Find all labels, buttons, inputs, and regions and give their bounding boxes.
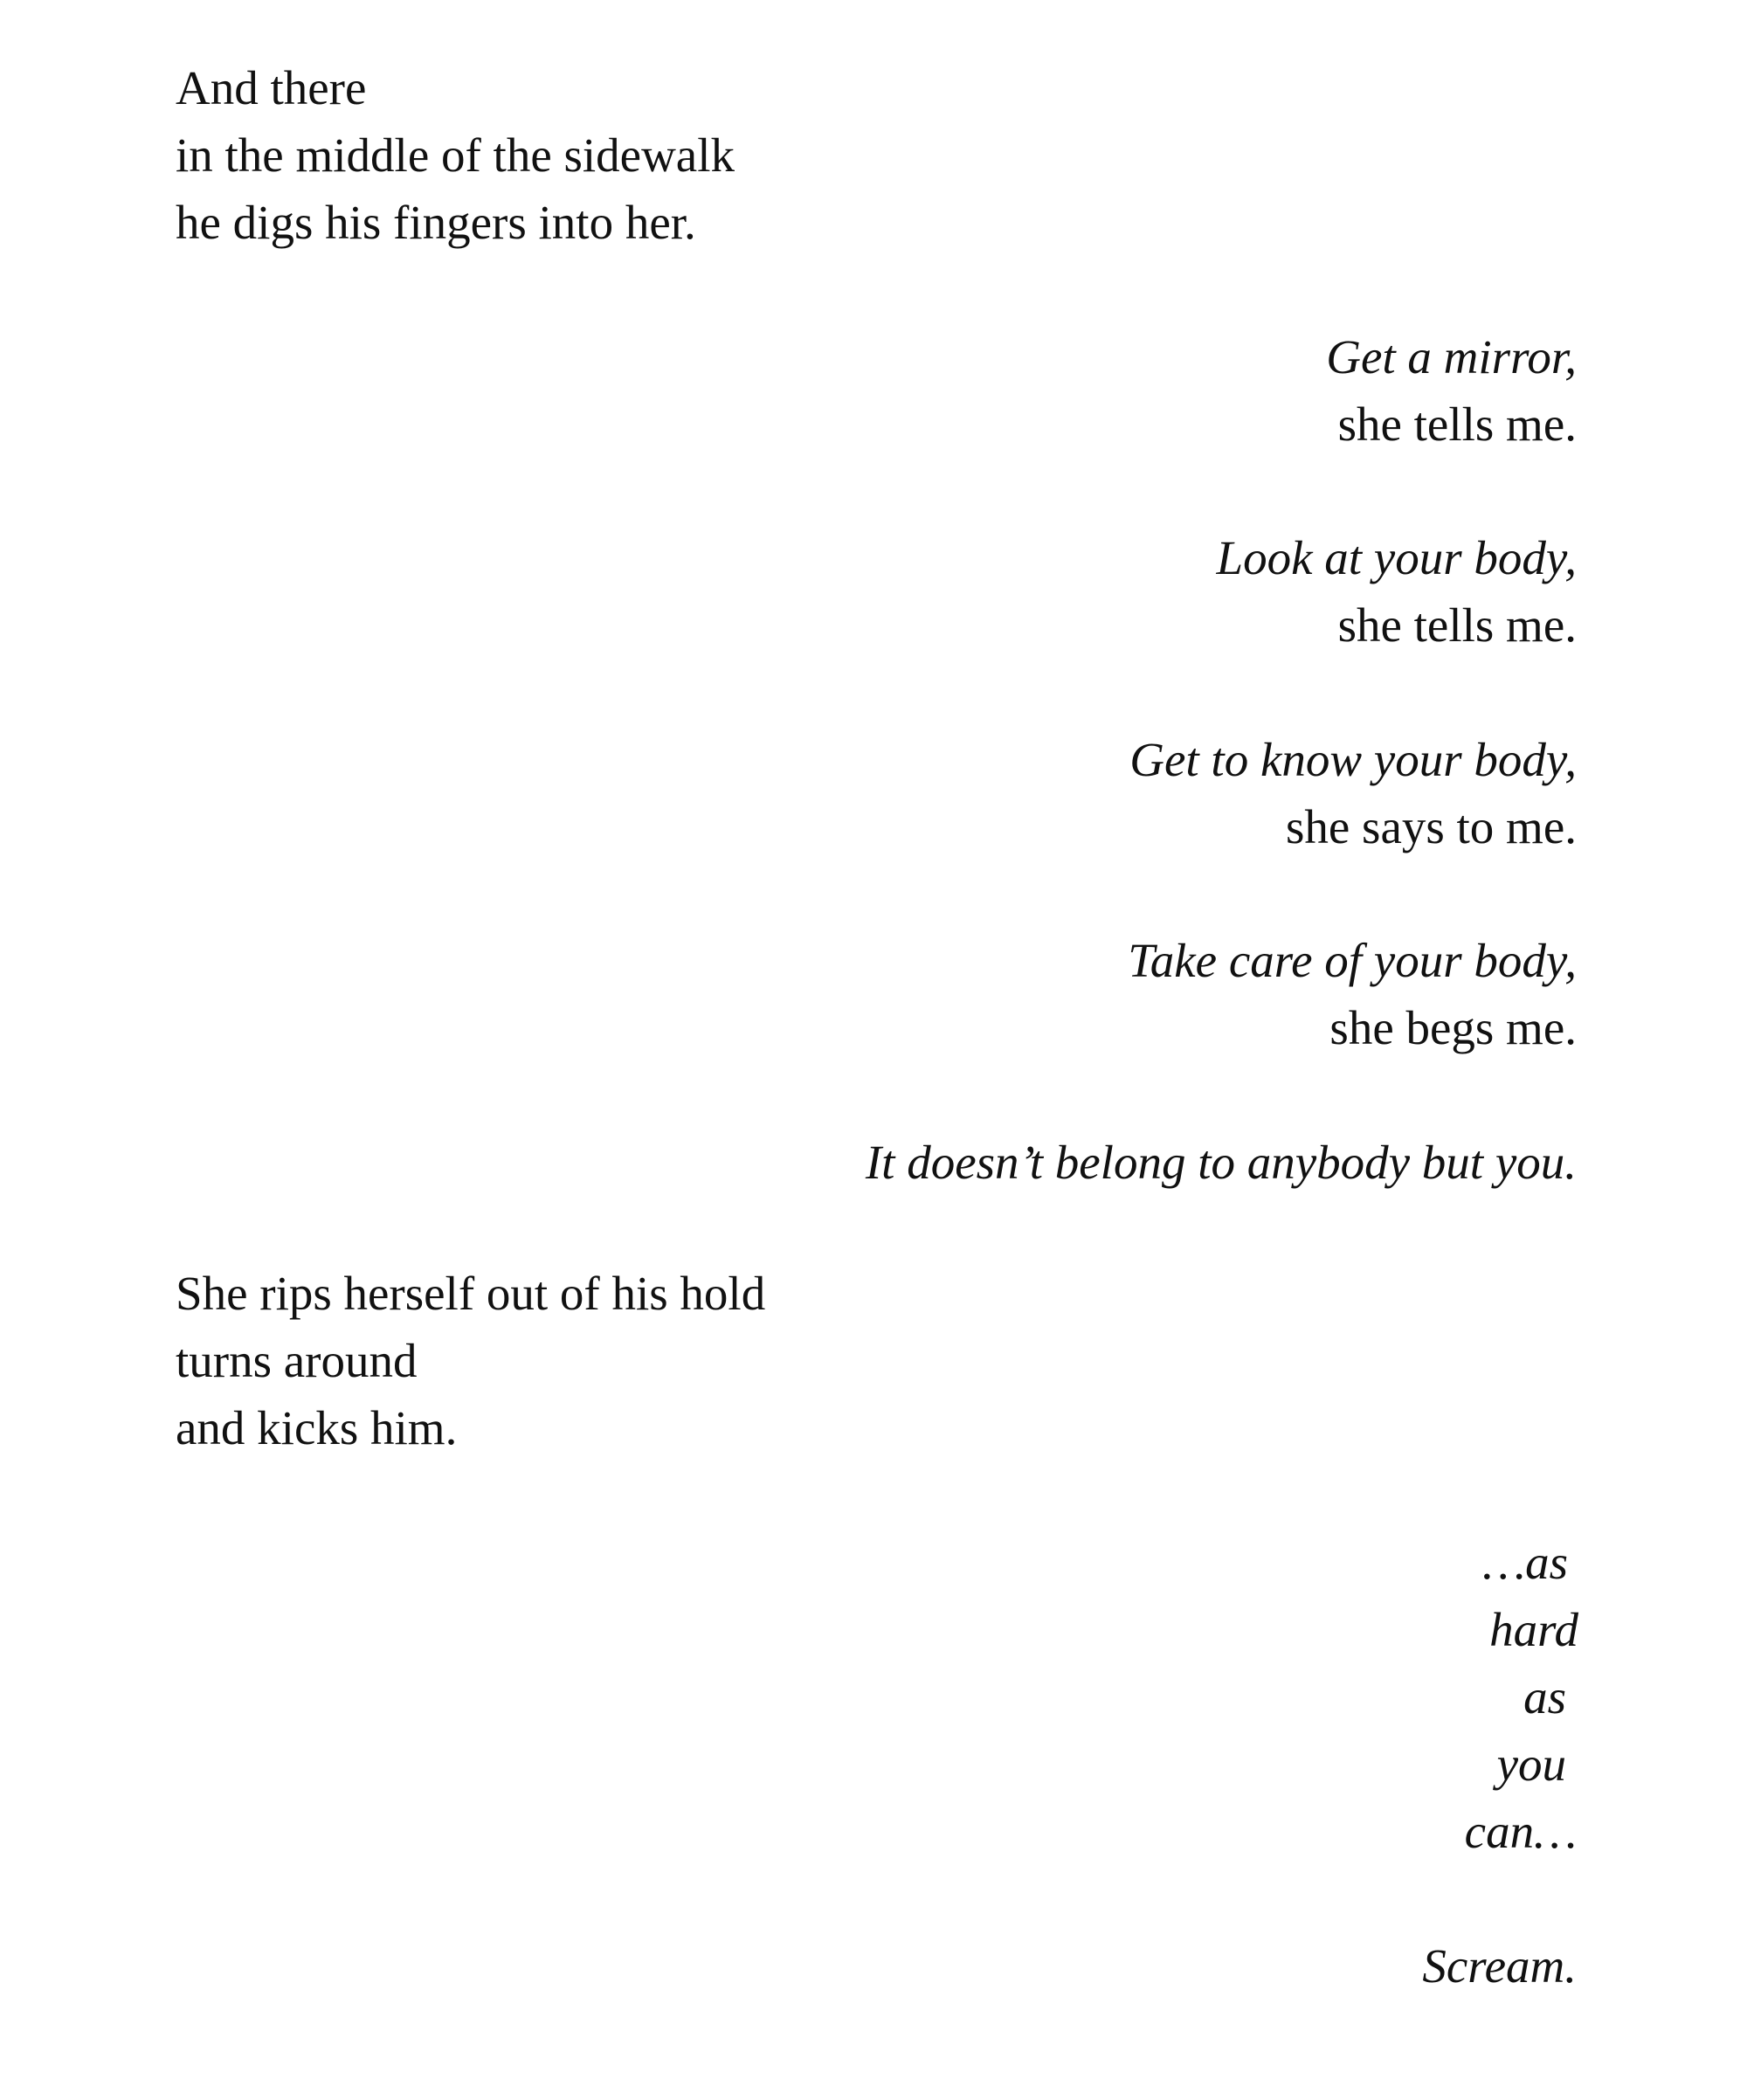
cascade-line-5: can… (1464, 1805, 1577, 1858)
stanza2-line-1: She rips herself out of his hold (176, 1267, 766, 1320)
dialogue-tag-1: she tells me. (1337, 397, 1577, 451)
dialogue-quote-4: Take care of your body, (1128, 934, 1577, 987)
dialogue-quote-1: Get a mirror, (1326, 330, 1577, 383)
cascade-line-1: …as (1482, 1536, 1568, 1589)
stanza1-line-1: And there (176, 61, 367, 114)
dialogue-tag-2: she tells me. (1337, 598, 1577, 652)
cascade-line-2: hard (1489, 1603, 1578, 1656)
stanza1-line-2: in the middle of the sidewalk (176, 128, 735, 182)
stanza1-line-3: he digs his fingers into her. (176, 196, 696, 249)
dialogue-quote-2: Look at your body, (1216, 531, 1577, 584)
dialogue-tag-3: she says to me. (1285, 800, 1577, 853)
final-word: Scream. (1422, 1939, 1577, 1993)
stanza2-line-2: turns around (176, 1334, 418, 1387)
cascade-line-3: as (1523, 1670, 1566, 1724)
dialogue-quote-3: Get to know your body, (1129, 733, 1577, 786)
dialogue-tag-4: she begs me. (1329, 1001, 1577, 1054)
stanza2-line-3: and kicks him. (176, 1401, 458, 1454)
cascade-line-4: you (1496, 1737, 1566, 1791)
closing-quote: It doesn’t belong to anybody but you. (865, 1136, 1577, 1189)
